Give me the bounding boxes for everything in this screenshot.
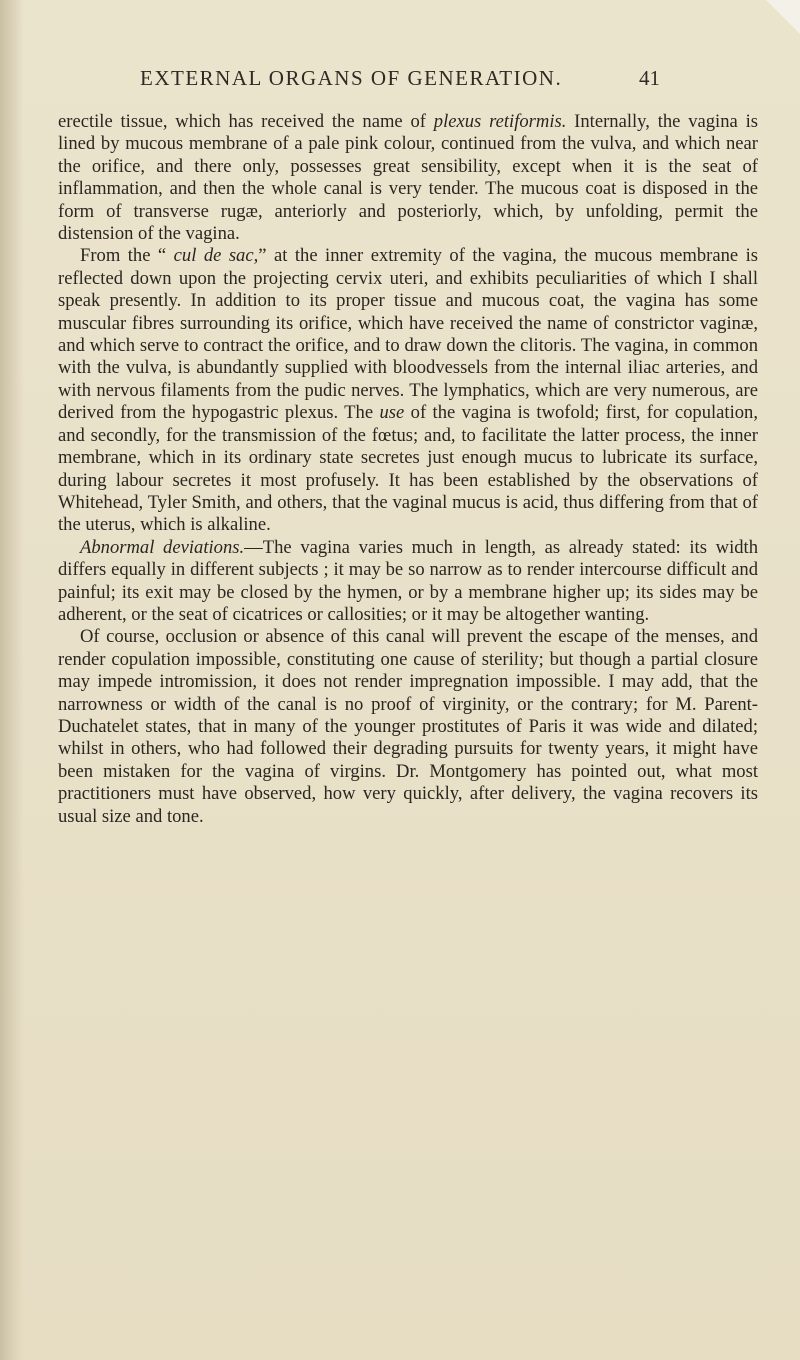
paragraph-2 [58, 245, 758, 536]
body-text [58, 111, 758, 828]
paragraph-1-italic-term: plexus retiformis. [433, 111, 567, 132]
paragraph-3-text: —The vagina varies much in length, as already stated: its width differs equally in different subjects ; it may be so narrow as to render intercourse difficult and painful; its exit may be closed by the hymen, or by a membrane higher up; its sides may be adherent, or the seat of cicatrices or callosities; or it may be altogether wanting. [58, 536, 758, 625]
paragraph-4-text: Of course, occlusion or absence of this canal will prevent the escape of the menses, and render copulation impossible, constituting one cause of sterility; but though a partial closure may impede intromission, it does not render impregnation impossible. I may add, that the narrowness or width of the canal is no proof of virginity, or the contrary; for M. Parent-Duchatelet states, that in many of the younger prostitutes of Paris it was wide and dilated; whilst in others, who had followed their degrading pursuits for twenty years, it might have been mistaken for the vagina of virgins. Dr. Montgomery has pointed out, what most practitioners must have observed, how very quickly, after delivery, the vagina recovers its usual size and tone. [58, 626, 758, 827]
running-head: EXTERNAL ORGANS OF GENERATION. [140, 66, 563, 90]
paragraph-3-italic-heading: Abnormal deviations. [80, 536, 245, 558]
paragraph-2-text-b: ” at the inner extremity of the vagina, the mucous membrane is reflected down upon the projecting cervix uteri, and exhibits peculiarities of which I shall speak presently. In addition to its proper tissue and mucous coat, the vagina has some muscular fibres surrounding its orifice, which have received the name of constrictor vaginæ, and which serve to contract the orifice, and to draw down the clitoris. The vagina, in common with the vulva, is abundantly supplied with bloodvessels from the internal iliac arteries, and with nervous filaments from the pudic nerves. The lymphatics, which are very numerous, are derived from the hypogastric plexus. The [58, 245, 758, 424]
page-number: 41 [639, 66, 660, 90]
paragraph-2-italic-term: cul de sac, [173, 245, 259, 267]
page-header [140, 66, 660, 96]
page-edge-shadow [0, 0, 24, 1360]
paragraph-2-text-c: of the vagina is twofold; first, for copulation, and secondly, for the transmission of the fœtus; and, to facilitate the latter process, the inner membrane, which in its ordinary state secretes just enough mucus to lubricate its surface, during labour secretes it most profusely. It has been established by the observations of Whitehead, Tyler Smith, and others, that the vaginal mucus is acid, thus differing from that of the uterus, which is alkaline. [58, 402, 758, 536]
paragraph-2-italic-use: use [379, 402, 405, 424]
paragraph-4 [58, 626, 758, 828]
paragraph-2-text-a: From the “ [80, 245, 174, 267]
paragraph-1 [58, 111, 758, 245]
page-corner [766, 0, 800, 34]
paragraph-3 [58, 537, 758, 627]
paragraph-1-text-b: Internally, the vagina is lined by mucous membrane of a pale pink colour, continued from the vulva, and which near the orifice, and there only, possesses great sensibility, except when it is the seat of inflammation, and then the whole canal is very tender. The mucous coat is disposed in the form of transverse rugæ, anteriorly and posteriorly, which, by unfolding, permit the distension of the vagina. [58, 111, 758, 245]
paragraph-1-text-a: erectile tissue, which has received the name of [58, 111, 434, 132]
